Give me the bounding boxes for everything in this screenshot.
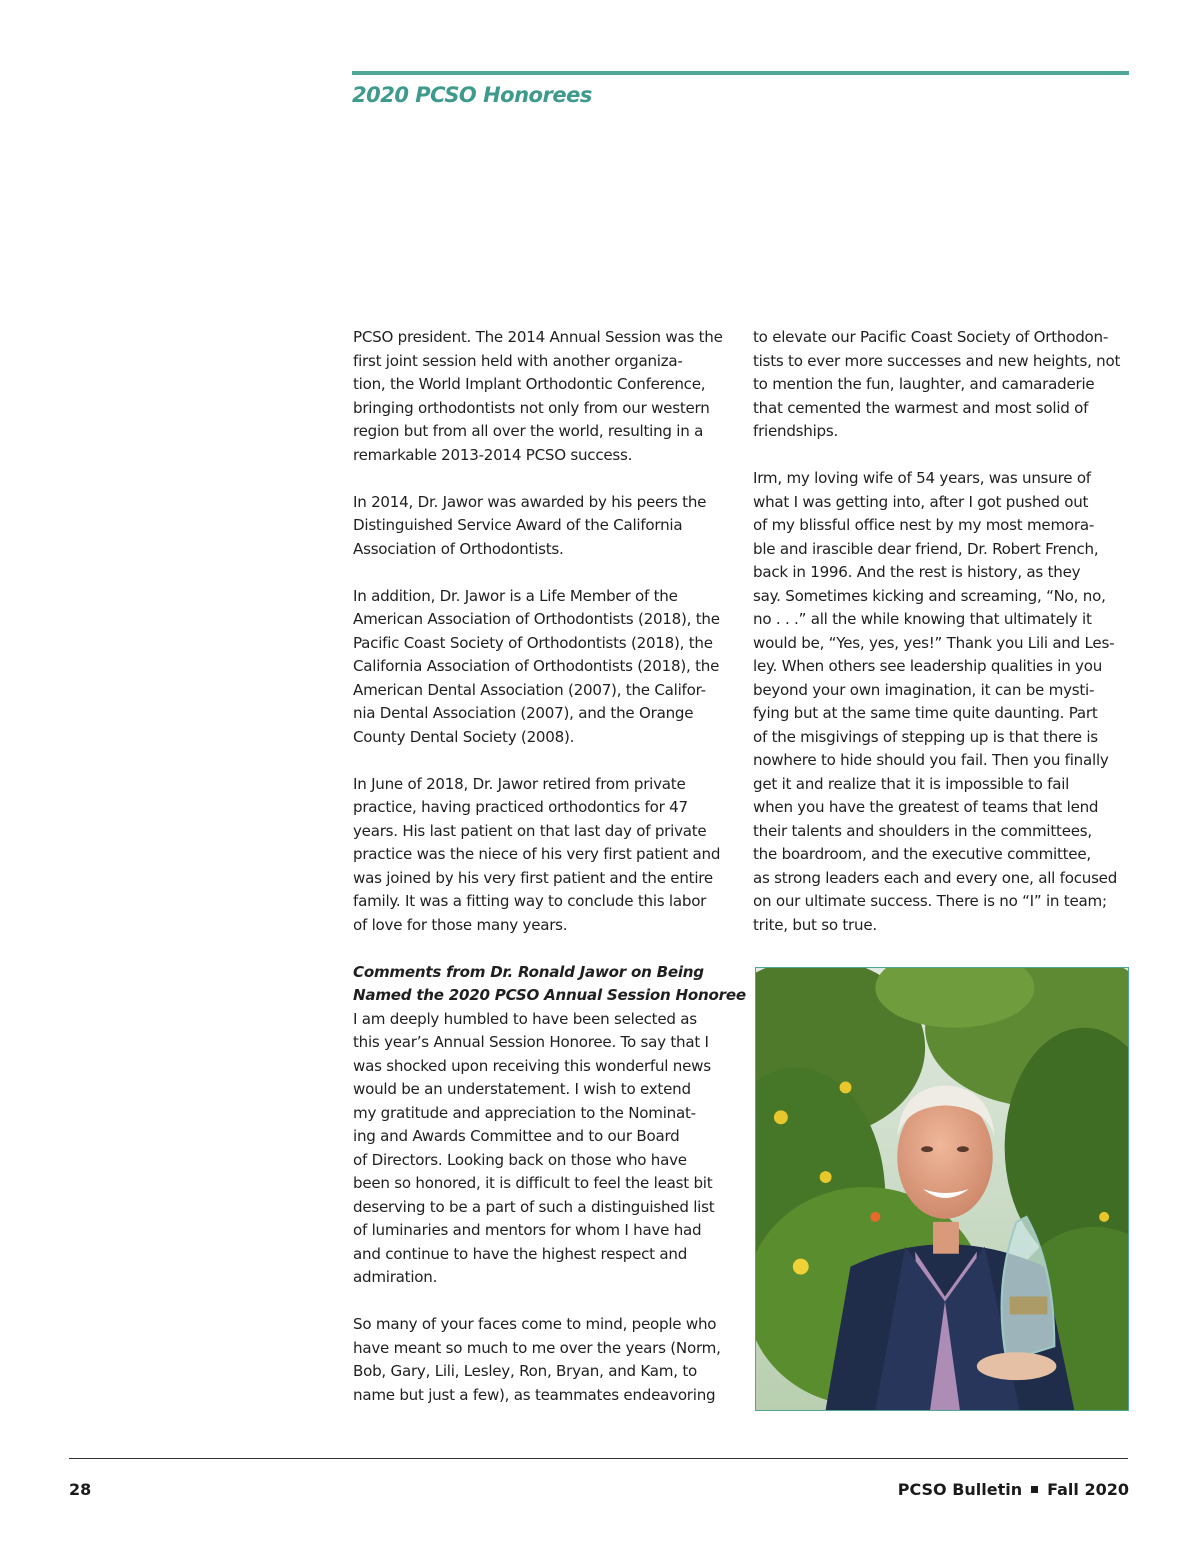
text-line: no . . .” all the while knowing that ultimately it bbox=[753, 610, 1092, 628]
text-line: In June of 2018, Dr. Jawor retired from private bbox=[353, 774, 686, 793]
text-line: when you have the greatest of teams that lend bbox=[753, 798, 1099, 816]
text-line: friendships. bbox=[753, 422, 839, 440]
honoree-photo-illustration bbox=[756, 968, 1128, 1410]
comments-subheading bbox=[353, 961, 746, 1008]
footer-rule bbox=[69, 1458, 1128, 1459]
text-line: Distinguished Service Award of the California bbox=[353, 516, 683, 534]
paragraph bbox=[353, 773, 731, 938]
text-line: of luminaries and mentors for whom I have had bbox=[353, 1221, 702, 1239]
text-line: their talents and shoulders in the committees, bbox=[753, 821, 1092, 840]
text-line: my gratitude and appreciation to the Nominat- bbox=[353, 1103, 696, 1122]
text-line: bringing orthodontists not only from our western bbox=[353, 398, 710, 417]
text-line: name but just a few), as teammates endeavoring bbox=[353, 1385, 716, 1404]
text-line: as strong leaders each and every one, all focused bbox=[753, 868, 1118, 887]
paragraph bbox=[353, 585, 731, 750]
text-line: what I was getting into, after I got pushed out bbox=[753, 492, 1089, 511]
paragraph bbox=[753, 326, 1131, 444]
text-line: In 2014, Dr. Jawor was awarded by his peers the bbox=[353, 492, 707, 511]
footer-publication bbox=[898, 1480, 1129, 1499]
honoree-photo bbox=[755, 967, 1129, 1411]
page-number: 28 bbox=[69, 1480, 92, 1499]
text-line: Pacific Coast Society of Orthodontists (2018), the bbox=[353, 633, 713, 652]
text-line: years. His last patient on that last day of private bbox=[353, 821, 707, 840]
text-line: American Dental Association (2007), the Califor- bbox=[353, 680, 706, 699]
text-line: back in 1996. And the rest is history, as they bbox=[753, 563, 1081, 581]
text-line: County Dental Society (2008). bbox=[353, 727, 575, 746]
text-line: nowhere to hide should you fail. Then you finally bbox=[753, 751, 1109, 769]
text-line: family. It was a fitting way to conclude this labor bbox=[353, 892, 707, 910]
text-line: deserving to be a part of such a distinguished list bbox=[353, 1197, 715, 1216]
text-line: So many of your faces come to mind, people who bbox=[353, 1315, 717, 1333]
text-line: say. Sometimes kicking and screaming, “No, no, bbox=[753, 586, 1106, 605]
text-line: first joint session held with another organiza- bbox=[353, 351, 683, 370]
text-line: tion, the World Implant Orthodontic Conference, bbox=[353, 375, 706, 393]
text-line: Irm, my loving wife of 54 years, was unsure of bbox=[753, 469, 1091, 487]
text-line: would be an understatement. I wish to extend bbox=[353, 1080, 691, 1098]
paragraph bbox=[353, 491, 731, 562]
text-line: get it and realize that it is impossible to fail bbox=[753, 774, 1070, 793]
section-title: 2020 PCSO Honorees bbox=[352, 83, 592, 107]
left-column bbox=[353, 326, 746, 1407]
right-column bbox=[753, 326, 1131, 937]
text-line: region but from all over the world, resulting in a bbox=[353, 422, 704, 440]
text-line: of the misgivings of stepping up is that there is bbox=[753, 727, 1098, 746]
text-line: nia Dental Association (2007), and the Orange bbox=[353, 704, 694, 722]
text-line: beyond your own imagination, it can be mysti- bbox=[753, 680, 1095, 699]
text-line: PCSO president. The 2014 Annual Session was the bbox=[353, 328, 723, 346]
section-top-rule bbox=[352, 71, 1129, 75]
paragraph bbox=[353, 1008, 731, 1290]
text-line: this year’s Annual Session Honoree. To say that I bbox=[353, 1033, 709, 1051]
text-line: the boardroom, and the executive committee, bbox=[753, 845, 1091, 863]
paragraph bbox=[753, 467, 1131, 937]
text-line: trite, but so true. bbox=[753, 915, 877, 934]
text-line: California Association of Orthodontists (2018), the bbox=[353, 657, 720, 675]
paragraph bbox=[353, 1313, 731, 1407]
text-line: of love for those many years. bbox=[353, 915, 568, 934]
text-line: ing and Awards Committee and to our Board bbox=[353, 1127, 680, 1145]
text-line: fying but at the same time quite daunting. Part bbox=[753, 704, 1098, 722]
text-line: In addition, Dr. Jawor is a Life Member of the bbox=[353, 586, 678, 605]
paragraph bbox=[353, 326, 731, 467]
text-line: Association of Orthodontists. bbox=[353, 539, 564, 558]
text-line: was shocked upon receiving this wonderful news bbox=[353, 1056, 711, 1075]
text-line: of Directors. Looking back on those who have bbox=[353, 1150, 687, 1169]
text-line: would be, “Yes, yes, yes!” Thank you Lili and Les- bbox=[753, 633, 1115, 652]
text-line: that cemented the warmest and most solid of bbox=[753, 398, 1089, 417]
subheading-line: Comments from Dr. Ronald Jawor on Being bbox=[353, 962, 704, 981]
bullet-square-icon bbox=[1031, 1486, 1038, 1493]
text-line: of my blissful office nest by my most memora- bbox=[753, 516, 1095, 534]
text-line: American Association of Orthodontists (2018), the bbox=[353, 610, 720, 628]
text-line: I am deeply humbled to have been selected as bbox=[353, 1009, 697, 1028]
issue-label: Fall 2020 bbox=[1047, 1480, 1129, 1499]
text-line: remarkable 2013-2014 PCSO success. bbox=[353, 445, 633, 464]
text-line: tists to ever more successes and new heights, not bbox=[753, 351, 1121, 370]
subheading-line: Named the 2020 PCSO Annual Session Honoree bbox=[353, 986, 746, 1004]
publication-name: PCSO Bulletin bbox=[897, 1480, 1023, 1499]
text-line: have meant so much to me over the years (Norm, bbox=[353, 1338, 721, 1357]
text-line: practice, having practiced orthodontics for 47 bbox=[353, 798, 688, 816]
text-line: practice was the niece of his very first patient and bbox=[353, 845, 721, 863]
text-line: was joined by his very first patient and the entire bbox=[353, 868, 713, 887]
text-line: Bob, Gary, Lili, Lesley, Ron, Bryan, and Kam, to bbox=[353, 1362, 697, 1380]
text-line: to mention the fun, laughter, and camaraderie bbox=[753, 375, 1095, 393]
text-line: to elevate our Pacific Coast Society of Orthodon- bbox=[753, 328, 1109, 346]
text-line: ley. When others see leadership qualities in you bbox=[753, 657, 1103, 675]
text-line: been so honored, it is difficult to feel the least bit bbox=[353, 1174, 713, 1192]
text-line: ble and irascible dear friend, Dr. Robert French, bbox=[753, 539, 1099, 558]
text-line: and continue to have the highest respect and bbox=[353, 1244, 688, 1263]
text-line: admiration. bbox=[353, 1268, 438, 1286]
text-line: on our ultimate success. There is no “I” in team; bbox=[753, 892, 1107, 910]
